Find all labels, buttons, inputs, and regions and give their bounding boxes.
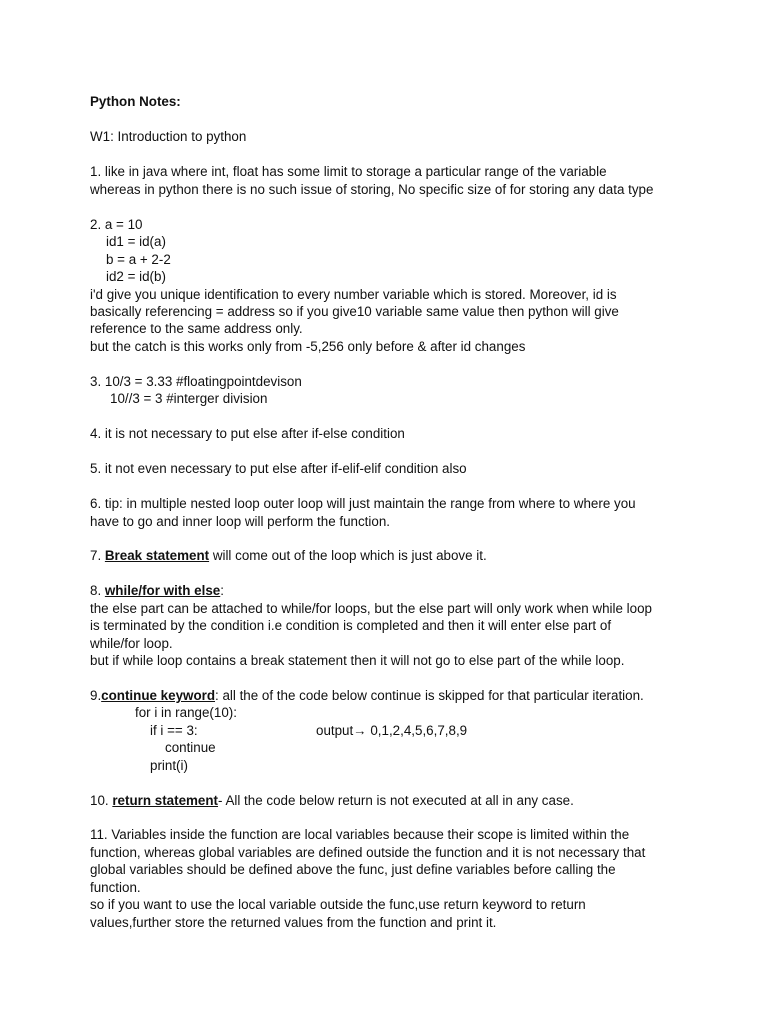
- note-10: [90, 792, 574, 809]
- note-2-line: i'd give you unique identification to every number variable which is stored. Moreover, id is: [90, 287, 617, 302]
- note-2-line: reference to the same address only.: [90, 321, 303, 336]
- note-8-line: is terminated by the condition i.e condition is completed and then it will enter else part of: [90, 618, 612, 633]
- continue-keyword-term: continue keyword: [101, 688, 216, 703]
- note-3-code-line: 3. 10/3 = 3.33 #floatingpointdevison: [90, 374, 302, 389]
- note-7: [90, 547, 487, 564]
- break-statement-term: Break statement: [104, 548, 210, 563]
- note-10-text: - All the code below return is not executed at all in any case.: [218, 793, 574, 808]
- note-4: 4. it is not necessary to put else after if-else condition: [90, 426, 405, 441]
- note-9-text: : all the of the code below continue is skipped for that particular iteration.: [215, 688, 644, 703]
- note-9-heading: [90, 687, 644, 704]
- note-1-line-2: whereas in python there is no such issue of storing, No specific size of for storing any data type: [90, 182, 654, 197]
- note-9-code-line: if i == 3:: [150, 723, 198, 738]
- note-8-prefix: 8.: [90, 583, 105, 598]
- note-9-prefix: 9.: [90, 688, 102, 703]
- note-3-code-line: 10//3 = 3 #interger division: [110, 391, 268, 406]
- note-10-prefix: 10.: [90, 793, 113, 808]
- note-2-code-line: id1 = id(a): [106, 234, 166, 249]
- note-6-line-1: 6. tip: in multiple nested loop outer loop will just maintain the range from where to where you: [90, 496, 636, 511]
- note-8-line: the else part can be attached to while/for loops, but the else part will only work when while loop: [90, 601, 652, 616]
- note-9-code-line: print(i): [150, 758, 188, 773]
- note-2-code-line: b = a + 2-2: [106, 252, 171, 267]
- note-2-code-line: id2 = id(b): [106, 269, 166, 284]
- note-2-line: basically referencing = address so if you give10 variable same value then python will give: [90, 304, 619, 319]
- note-2-code-line: 2. a = 10: [90, 217, 143, 232]
- note-9-code-line: continue: [165, 740, 216, 755]
- note-9-code-line: for i in range(10):: [135, 705, 237, 720]
- note-11-line: global variables should be defined above the func, just define variables before calling the: [90, 862, 616, 877]
- note-6-line-2: have to go and inner loop will perform the function.: [90, 514, 390, 529]
- note-11-line: so if you want to use the local variable outside the func,use return keyword to return: [90, 897, 586, 912]
- note-5: 5. it not even necessary to put else after if-elif-elif condition also: [90, 461, 467, 476]
- note-11-line: function, whereas global variables are defined outside the function and it is not necessary that: [90, 845, 646, 860]
- return-statement-term: return statement: [112, 793, 219, 808]
- note-8-line: while/for loop.: [90, 636, 173, 651]
- note-7-prefix: 7.: [90, 548, 105, 563]
- note-8-line: but if while loop contains a break statement then it will not go to else part of the while loop.: [90, 653, 625, 668]
- note-1-line-1: 1. like in java where int, float has some limit to storage a particular range of the variable: [90, 164, 607, 179]
- document-title: Python Notes:: [90, 94, 181, 109]
- document-subtitle: W1: Introduction to python: [90, 129, 247, 144]
- note-11-line: values,further store the returned values from the function and print it.: [90, 915, 497, 930]
- while-for-else-term: while/for with else: [104, 583, 221, 598]
- note-9-output: output→ 0,1,2,4,5,6,7,8,9: [316, 723, 468, 738]
- note-11-line: function.: [90, 880, 141, 895]
- note-11-line: 11. Variables inside the function are local variables because their scope is limited within the: [90, 827, 630, 842]
- note-7-text: will come out of the loop which is just above it.: [209, 548, 487, 563]
- note-8-suffix: :: [220, 583, 224, 598]
- note-2-line: but the catch is this works only from -5,256 only before & after id changes: [90, 339, 526, 354]
- note-8-heading: [90, 582, 224, 599]
